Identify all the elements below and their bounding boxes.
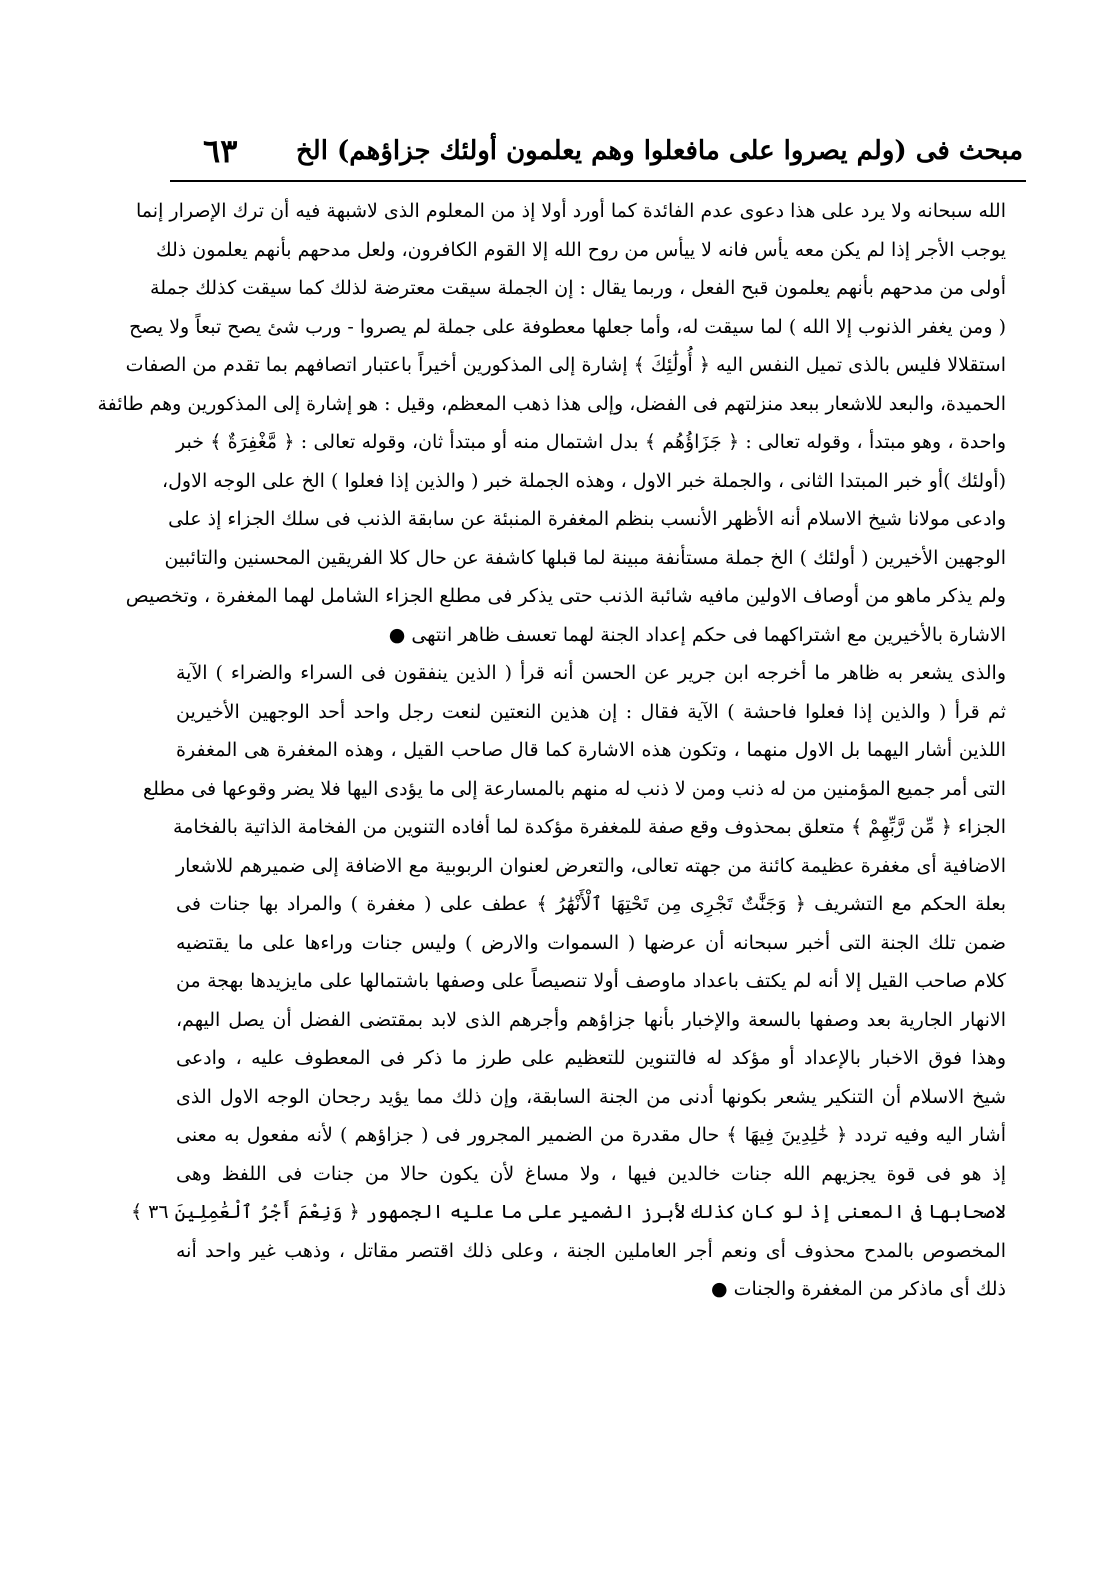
text-line: أولى من مدحهم بأنهم يعلمون قبح الفعل ، وربما يقال : إن الجملة سيقت معترضة لذلك كما سيقت كذلك جملة bbox=[150, 277, 1006, 299]
text-line: الاضافية أى مغفرة عظيمة كائنة من جهته تعالى، والتعرض لعنوان الربوبية مع الاضافة إلى ضميرهم للاشعار bbox=[176, 854, 1006, 877]
text-line: ضمن تلك الجنة التى أخبر سبحانه أن عرضها ( السموات والارض ) وليس جنات وراءها على ما يقتضيه bbox=[176, 931, 1006, 954]
text-line: ( ومن يغفر الذنوب إلا الله ) لما سيقت له، وأما جعلها معطوفة على جملة لم يصروا - ورب شئ يصح تبعاً ولا يصح bbox=[129, 315, 1006, 338]
text-line: الانهار الجارية بعد وصفها بالسعة والإخبار بأنها جزاؤهم وأجرهم الذى لابد بمقتضى الفضل أن يصل اليهم، bbox=[176, 1008, 1006, 1031]
body-text bbox=[97, 192, 1006, 1309]
text-line: الاشارة بالأخيرين مع اشتراكهما فى حكم إعداد الجنة لهما تعسف ظاهر انتهى ● bbox=[388, 623, 1006, 646]
text-line: لاصحابها فى المعنى إذ لو كان كذلك لأبرز الضمير على ما عليه الجمهور ﴿ وَنِعْمَ أَجْرُ ٱلْعَٰمِلِينَ ٣٦ ﴾ bbox=[130, 1201, 1006, 1223]
text-line: والذى يشعر به ظاهر ما أخرجه ابن جرير عن الحسن أنه قرأ ( الذين ينفقون فى السراء والضراء ) الآية bbox=[176, 662, 1006, 684]
text-line: شيخ الاسلام أن التنكير يشعر بكونها أدنى من الجنة السابقة، وإن ذلك مما يؤيد رجحان الوجه الاول الذى bbox=[176, 1085, 1006, 1108]
text-line: أشار اليه وفيه تردد ﴿ خَٰلِدِينَ فِيهَا ﴾ حال مقدرة من الضمير المجرور فى ( جزاؤهم ) لأنه مفعول به معنى bbox=[176, 1124, 1006, 1146]
text-line: استقلالا فليس بالذى تميل النفس اليه ﴿ أُولَٰئِكَ ﴾ إشارة إلى المذكورين أخيراً باعتبار اتصافهم بما تقدم من الصفات bbox=[125, 354, 1006, 376]
text-line: الحميدة، والبعد للاشعار ببعد منزلتهم فى الفضل، وإلى هذا ذهب المعظم، وقيل : هو إشارة إلى المذكورين وهم طائفة bbox=[97, 392, 1006, 415]
running-header bbox=[175, 132, 1023, 178]
text-line: إذ هو فى قوة يجزيهم الله جنات خالدين فيها ، ولا مساغ لأن يكون حالا من جنات فى اللفظ وهى bbox=[176, 1162, 1006, 1185]
text-line: الجزاء ﴿ مِّن رَّبِّهِمْ ﴾ متعلق بمحذوف وقع صفة للمغفرة مؤكدة لما أفاده التنوين من الفخامة الذاتية بالفخامة bbox=[172, 816, 1006, 838]
text-line: الوجهين الأخيرين ( أولئك ) الخ جملة مستأنفة مبينة لما قبلها كاشفة عن حال كلا الفريقين المحسنين والتائبين bbox=[164, 546, 1006, 569]
page-number: ٦٣ bbox=[203, 132, 238, 170]
text-line: يوجب الأجر إذا لم يكن معه يأس فانه لا ييأس من روح الله إلا القوم الكافرون، ولعل مدحهم بأنهم يعلمون ذلك bbox=[155, 238, 1006, 261]
text-line: التى أمر جميع المؤمنين من له ذنب ومن لا ذنب له منهم بالمسارعة إلى ما يؤدى اليها فلا يضر وقوعها فى مطلع bbox=[143, 777, 1006, 800]
text-line: اللذين أشار اليهما بل الاول منهما ، وتكون هذه الاشارة كما قال صاحب القيل ، وهذه المغفرة هى المغفرة bbox=[176, 739, 1006, 761]
text-line: المخصوص بالمدح محذوف أى ونعم أجر العاملين الجنة ، وعلى ذلك اقتصر مقاتل ، وذهب غير واحد أنه bbox=[176, 1239, 1006, 1262]
text-line: وادعى مولانا شيخ الاسلام أنه الأظهر الأنسب بنظم المغفرة المنبئة عن سابقة الذنب فى سلك الجزاء إذ على bbox=[168, 508, 1006, 530]
header-divider bbox=[170, 180, 1026, 182]
text-line: ذلك أى ماذكر من المغفرة والجنات ● bbox=[710, 1278, 1006, 1300]
text-line: بعلة الحكم مع التشريف ﴿ وَجَنَّٰتٌ تَجْرِى مِن تَحْتِهَا ٱلْأَنْهَٰرُ ﴾ عطف على ( مغفرة ) والمراد بها جنات فى bbox=[176, 893, 1006, 915]
text-line: واحدة ، وهو مبتدأ ، وقوله تعالى : ﴿ جَزَاؤُهُم ﴾ بدل اشتمال منه أو مبتدأ ثان، وقوله تعالى : ﴿ مَّغْفِرَةٌ ﴾ خبر bbox=[176, 431, 1006, 453]
text-line: ثم قرأ ( والذين إذا فعلوا فاحشة ) الآية فقال : إن هذين النعتين لنعت رجل واحد أحد الوجهين الأخيرين bbox=[176, 700, 1006, 723]
text-line: ولم يذكر ماهو من أوصاف الاولين مافيه شائبة الذنب حتى يذكر فى مطلع الجزاء الشامل لهما المغفرة ، وتخصيص bbox=[125, 585, 1006, 607]
text-line: كلام صاحب القيل إلا أنه لم يكتف باعداد ماوصف أولا تنصيصاً على وصفها باشتمالها على مايزيدها بهجة من bbox=[176, 970, 1006, 992]
text-line: (أولئك )أو خبر المبتدا الثانى ، والجملة خبر الاول ، وهذه الجملة خبر ( والذين إذا فعلوا ) الخ على الوجه الاول، bbox=[162, 469, 1006, 492]
text-line: وهذا فوق الاخبار بالإعداد أو مؤكد له فالتنوين للتعظيم على طرز ما ذكر فى المعطوف عليه ، وادعى bbox=[176, 1047, 1006, 1069]
page-header-title: مبحث فى (ولم يصروا على مافعلوا وهم يعلمون أولئك جزاؤهم) الخ bbox=[296, 136, 1023, 166]
text-line: الله سبحانه ولا يرد على هذا دعوى عدم الفائدة كما أورد أولا إذ من المعلوم الذى لاشبهة فيه أن ترك الإصرار إنما bbox=[136, 200, 1006, 222]
